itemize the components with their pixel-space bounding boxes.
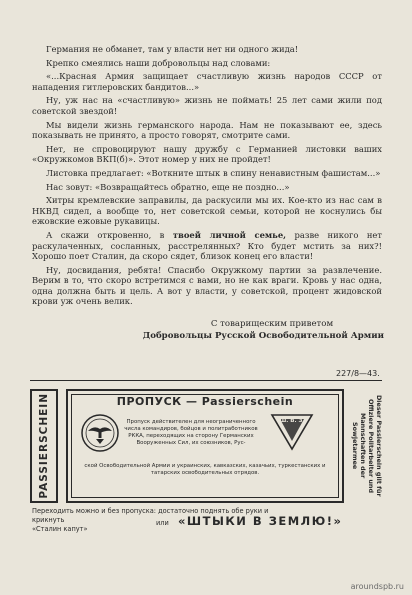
shield-emblem-text: Ш. В. З. [279,418,305,424]
leaflet-text [32,44,382,310]
footer-line1: Переходить можно и без пропуска: достаточно поднять обе руки и крикнуть [32,507,269,524]
watermark: aroundspb.ru [350,582,404,591]
footer-slogan: «ШТЫКИ В ЗЕМЛЮ!» [178,514,343,528]
print-code: 227/8—43. [336,369,380,378]
paragraph-question [32,230,382,262]
signature-block [32,318,384,342]
paragraph: Крепко смеялись наши добровольцы над словами: [46,57,271,68]
footer-or: или [156,519,169,527]
paragraph: Нет, не спровоцируют нашу дружбу с Германией листовки ваших «Окружкомов ВКП(б)». Этот номер у них не пройдет! [32,143,382,165]
pass-body: Пропуск действителен для неограниченного числа командиров, бойцов и политработников РККА, переходящих на сторону Германских Вооруженных Сил, их союзников, Рус- [124,419,258,446]
pass-side-text: PASSIERSCHEIN [38,393,50,499]
paragraph: Нас зовут: «Возвращайтесь обратно, еще не поздно...» [46,181,290,192]
footer-line2: «Сталин капут» [32,525,88,533]
pass-title: ПРОПУСК — Passierschein [116,395,294,408]
shield-emblem-icon [268,411,316,451]
pass-german-text: Dieser Passierschein gilt für Offiziere Politarbeiter und Mannschaften der Sowjetarmee [351,395,383,497]
paragraph: «...Красная Армия защищает счастливую жизнь народов СССР от нападения гитлеровских бандитов...» [32,71,382,92]
paragraph: Германия не обманет, там у власти нет ни одного жида! [46,44,299,54]
signature: Добровольцы Русской Освободительной Армии [142,331,384,341]
paragraph: Мы видели жизнь германского народа. Нам не показывают ее, здесь показывать не принято, а просто говорят, смотрите сами. [32,119,382,141]
question-text-bold: твоей личной семье, [172,229,287,240]
question-text-post: разве никого нет раскулаченных, сосланных, расстрелянных? Кто будет мстить за них?! Хорошо поет Сталин, да скоро сядет, близок конец его власти! [32,229,383,262]
paragraph: Листовка предлагает: «Воткните штык в спину ненавистным фашистам...» [46,167,381,178]
greeting: С товарищеским приветом [210,319,334,329]
pass-german-note [350,389,384,503]
paragraph-closing: Ну, досвидания, ребята! Спасибо Окружкому партии за развлечение. Верим в то, что скоро встретимся с вами, но не как враги. Кровь у нас одна, одна должна быть и цель. А вот у власти, у советской, процент жидовской крови уж очень велик. [32,264,382,307]
pass-coupon [66,389,344,503]
paragraph: Ну, уж нас на «счастливую» жизнь не поймать! 25 лет сами жили под советской звездой! [32,95,382,116]
eagle-emblem-icon [80,413,120,453]
question-text-pre: А скажи откровенно, в [46,229,173,240]
pass-side-label [30,389,58,503]
paragraph: Хитры кремлевские заправилы, да раскусили мы их. Кое-кто из нас сам в НКВД сидел, а вообще то, нет советской семьи, которой не коснулись бы ежовские ежовые рукавицы. [32,195,382,227]
pass-body-bottom: ской Освободительной Армии и украинских, кавказских, казачьих, туркестанских и татарских освободительных отрядов. [84,463,326,476]
divider [30,380,382,381]
